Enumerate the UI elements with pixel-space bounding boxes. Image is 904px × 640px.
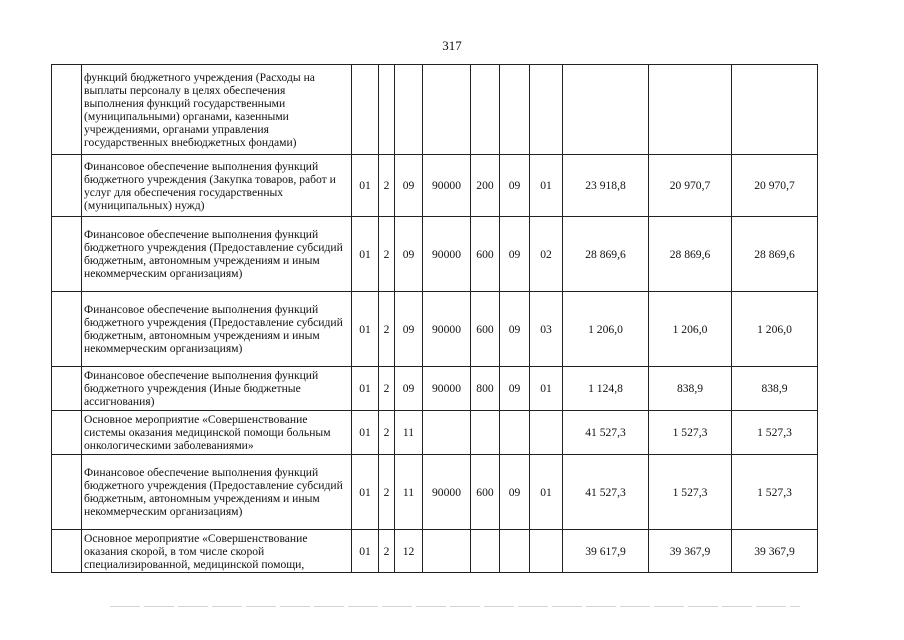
code-section: 09 (500, 155, 530, 217)
code-event: 11 (395, 411, 423, 455)
code-subsection: 01 (530, 455, 563, 530)
amount-year-2: 39 367,9 (649, 530, 732, 573)
code-section: 09 (500, 217, 530, 292)
row-index-cell (52, 367, 82, 411)
code-subsection (530, 411, 563, 455)
row-description: Финансовое обеспечение выполнения функций бюджетного учреждения (Предоставление субсидий бюджетным, автономным учреждениям и иным некоммерческим организациям) (82, 292, 352, 367)
table-row (52, 530, 818, 573)
amount-year-3: 1 206,0 (732, 292, 818, 367)
row-index-cell (52, 292, 82, 367)
code-direction: 90000 (423, 455, 471, 530)
amount-year-1: 39 617,9 (563, 530, 649, 573)
code-direction: 90000 (423, 292, 471, 367)
code-expense-type: 600 (471, 217, 500, 292)
code-program: 01 (352, 155, 379, 217)
code-program: 01 (352, 367, 379, 411)
code-subprogram: 2 (379, 530, 395, 573)
code-subprogram: 2 (379, 367, 395, 411)
code-subprogram: 2 (379, 155, 395, 217)
code-event: 11 (395, 455, 423, 530)
row-index-cell (52, 530, 82, 573)
table-row (52, 65, 818, 155)
row-description: Финансовое обеспечение выполнения функций бюджетного учреждения (Иные бюджетные ассигнования) (82, 367, 352, 411)
code-program: 01 (352, 217, 379, 292)
code-expense-type: 600 (471, 455, 500, 530)
amount-year-2: 28 869,6 (649, 217, 732, 292)
page-number: 317 (442, 38, 462, 53)
code-section: 09 (500, 292, 530, 367)
code-expense-type (471, 65, 500, 155)
code-direction: 90000 (423, 155, 471, 217)
amount-year-1: 28 869,6 (563, 217, 649, 292)
code-subsection: 02 (530, 217, 563, 292)
code-event: 09 (395, 217, 423, 292)
row-description: Основное мероприятие «Совершенствование системы оказания медицинской помощи больным онкологическими заболеваниями» (82, 411, 352, 455)
code-program: 01 (352, 530, 379, 573)
table-row (52, 155, 818, 217)
budget-table (51, 64, 818, 573)
code-expense-type: 800 (471, 367, 500, 411)
row-description: Финансовое обеспечение выполнения функций бюджетного учреждения (Закупка товаров, работ и услуг для обеспечения государственных (муниципальных) нужд) (82, 155, 352, 217)
amount-year-3 (732, 65, 818, 155)
code-program: 01 (352, 292, 379, 367)
code-subprogram: 2 (379, 411, 395, 455)
code-section: 09 (500, 455, 530, 530)
amount-year-2: 1 206,0 (649, 292, 732, 367)
amount-year-2: 1 527,3 (649, 411, 732, 455)
code-direction: 90000 (423, 217, 471, 292)
table-row (52, 455, 818, 530)
code-subsection (530, 530, 563, 573)
code-program: 01 (352, 455, 379, 530)
amount-year-2 (649, 65, 732, 155)
row-description: Основное мероприятие «Совершенствование оказания скорой, в том числе скорой специализированной, медицинской помощи, (82, 530, 352, 573)
code-section (500, 65, 530, 155)
code-event: 09 (395, 155, 423, 217)
code-event: 09 (395, 292, 423, 367)
code-direction: 90000 (423, 367, 471, 411)
amount-year-1: 1 124,8 (563, 367, 649, 411)
table-row (52, 411, 818, 455)
code-section: 09 (500, 367, 530, 411)
amount-year-2: 1 527,3 (649, 455, 732, 530)
row-index-cell (52, 411, 82, 455)
row-index-cell (52, 155, 82, 217)
code-direction (423, 530, 471, 573)
amount-year-3: 1 527,3 (732, 455, 818, 530)
code-program: 01 (352, 411, 379, 455)
row-index-cell (52, 65, 82, 155)
code-subprogram: 2 (379, 217, 395, 292)
code-subsection: 01 (530, 367, 563, 411)
amount-year-2: 20 970,7 (649, 155, 732, 217)
amount-year-1: 1 206,0 (563, 292, 649, 367)
amount-year-2: 838,9 (649, 367, 732, 411)
amount-year-1: 23 918,8 (563, 155, 649, 217)
bottom-rule (110, 606, 800, 607)
code-event (395, 65, 423, 155)
code-subsection: 01 (530, 155, 563, 217)
code-program (352, 65, 379, 155)
amount-year-1 (563, 65, 649, 155)
amount-year-3: 20 970,7 (732, 155, 818, 217)
code-subprogram: 2 (379, 292, 395, 367)
amount-year-1: 41 527,3 (563, 455, 649, 530)
code-expense-type (471, 411, 500, 455)
amount-year-3: 39 367,9 (732, 530, 818, 573)
code-subprogram (379, 65, 395, 155)
code-expense-type: 200 (471, 155, 500, 217)
amount-year-1: 41 527,3 (563, 411, 649, 455)
table-row (52, 292, 818, 367)
row-description: функций бюджетного учреждения (Расходы на выплаты персоналу в целях обеспечения выполнения функций государственными (муниципальными) органами, казенными учреждениями, органами управления государственных внебюджетных фондами) (82, 65, 352, 155)
code-section (500, 530, 530, 573)
row-description: Финансовое обеспечение выполнения функций бюджетного учреждения (Предоставление субсидий бюджетным, автономным учреждениям и иным некоммерческим организациям) (82, 455, 352, 530)
code-subsection (530, 65, 563, 155)
amount-year-3: 1 527,3 (732, 411, 818, 455)
code-event: 12 (395, 530, 423, 573)
code-section (500, 411, 530, 455)
table-row (52, 367, 818, 411)
code-direction (423, 411, 471, 455)
code-direction (423, 65, 471, 155)
table-row (52, 217, 818, 292)
code-event: 09 (395, 367, 423, 411)
amount-year-3: 838,9 (732, 367, 818, 411)
code-expense-type: 600 (471, 292, 500, 367)
row-index-cell (52, 217, 82, 292)
row-description: Финансовое обеспечение выполнения функций бюджетного учреждения (Предоставление субсидий бюджетным, автономным учреждениям и иным некоммерческим организациям) (82, 217, 352, 292)
code-expense-type (471, 530, 500, 573)
code-subsection: 03 (530, 292, 563, 367)
amount-year-3: 28 869,6 (732, 217, 818, 292)
code-subprogram: 2 (379, 455, 395, 530)
row-index-cell (52, 455, 82, 530)
